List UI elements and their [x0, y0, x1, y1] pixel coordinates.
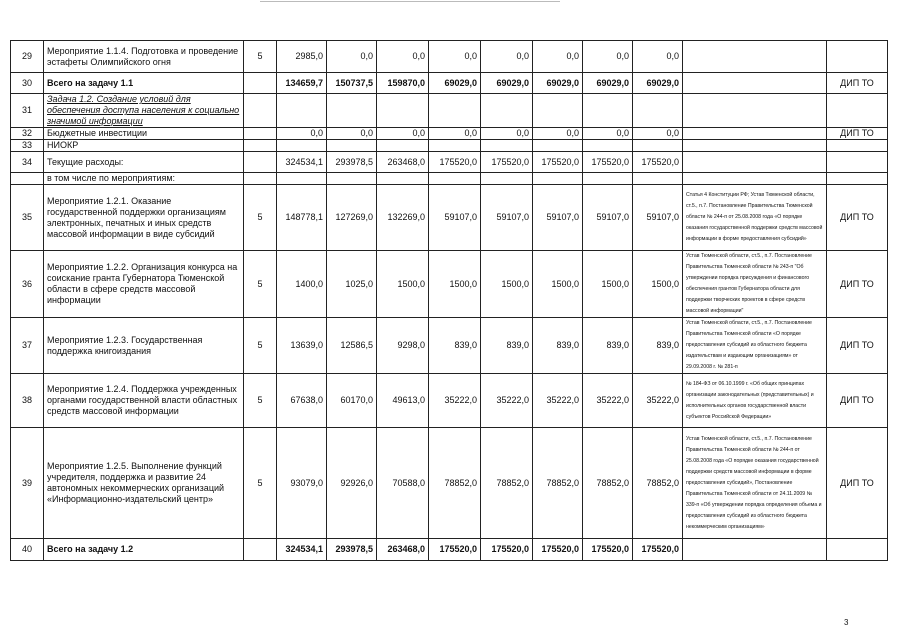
row-code: 5 — [244, 185, 277, 251]
value-cell: 175520,0 — [633, 539, 683, 561]
value-cell: 127269,0 — [327, 185, 377, 251]
value-cell: 35222,0 — [583, 374, 633, 428]
value-cell: 69029,0 — [583, 73, 633, 94]
value-cell: 13639,0 — [277, 318, 327, 374]
value-cell — [533, 173, 583, 185]
row-code — [244, 128, 277, 140]
value-cell: 175520,0 — [583, 539, 633, 561]
row-number: 33 — [11, 140, 44, 152]
value-cell: 839,0 — [429, 318, 481, 374]
responsible: ДИП ТО — [827, 128, 888, 140]
row-name: Бюджетные инвестиции — [44, 128, 244, 140]
table-row — [11, 140, 888, 152]
value-cell: 69029,0 — [533, 73, 583, 94]
value-cell — [533, 140, 583, 152]
row-number: 31 — [11, 94, 44, 128]
value-cell: 263468,0 — [377, 152, 429, 173]
value-cell: 324534,1 — [277, 152, 327, 173]
value-cell: 1025,0 — [327, 251, 377, 318]
value-cell — [429, 94, 481, 128]
value-cell: 78852,0 — [429, 428, 481, 539]
row-code — [244, 539, 277, 561]
value-cell — [583, 140, 633, 152]
value-cell: 0,0 — [583, 41, 633, 73]
value-cell: 69029,0 — [633, 73, 683, 94]
responsible: ДИП ТО — [827, 374, 888, 428]
row-code — [244, 152, 277, 173]
value-cell: 324534,1 — [277, 539, 327, 561]
responsible: ДИП ТО — [827, 318, 888, 374]
value-cell: 0,0 — [327, 128, 377, 140]
row-name: Всего на задачу 1.2 — [44, 539, 244, 561]
value-cell — [377, 173, 429, 185]
value-cell — [583, 173, 633, 185]
value-cell — [533, 94, 583, 128]
table-row — [11, 185, 888, 251]
legal-basis: Статья 4 Конституции РФ; Устав Тюменской области, ст.5., п.7. Постановление Правительства Тюменской области № 244-п от 25.08.2008 года «О порядке оказания государственной поддержки средств массовой информации в форме предоставления субсидий» — [683, 185, 827, 251]
value-cell — [327, 173, 377, 185]
value-cell: 148778,1 — [277, 185, 327, 251]
row-code: 5 — [244, 318, 277, 374]
value-cell: 293978,5 — [327, 539, 377, 561]
value-cell: 35222,0 — [429, 374, 481, 428]
row-code: 5 — [244, 41, 277, 73]
value-cell: 263468,0 — [377, 539, 429, 561]
responsible — [827, 539, 888, 561]
value-cell: 0,0 — [377, 128, 429, 140]
responsible: ДИП ТО — [827, 185, 888, 251]
value-cell — [481, 94, 533, 128]
value-cell: 12586,5 — [327, 318, 377, 374]
table-row — [11, 173, 888, 185]
value-cell: 78852,0 — [481, 428, 533, 539]
value-cell: 35222,0 — [533, 374, 583, 428]
row-number: 30 — [11, 73, 44, 94]
table-row — [11, 318, 888, 374]
row-name: НИОКР — [44, 140, 244, 152]
value-cell: 175520,0 — [429, 152, 481, 173]
value-cell — [277, 140, 327, 152]
value-cell: 59107,0 — [633, 185, 683, 251]
value-cell: 70588,0 — [377, 428, 429, 539]
value-cell — [633, 140, 683, 152]
legal-basis: Устав Тюменской области, ст.5., п.7. Постановление Правительства Тюменской области № 244-п от 25.08.2008 года «О порядке оказания государственной поддержки средств массовой информации в форме предоставления субсидий», Постановление Правительства Тюменской области от 24.11.2009 № 339-п «Об утверждении порядка определения объема и предоставления субсидий из областного бюджета некоммерческим организациям» — [683, 428, 827, 539]
value-cell: 0,0 — [533, 41, 583, 73]
table-row — [11, 41, 888, 73]
value-cell: 0,0 — [429, 41, 481, 73]
row-number: 37 — [11, 318, 44, 374]
row-number — [11, 173, 44, 185]
value-cell: 59107,0 — [429, 185, 481, 251]
value-cell — [327, 94, 377, 128]
value-cell — [327, 140, 377, 152]
value-cell: 0,0 — [633, 128, 683, 140]
responsible: ДИП ТО — [827, 73, 888, 94]
page-number: 3 — [844, 618, 849, 627]
value-cell — [277, 94, 327, 128]
value-cell: 78852,0 — [583, 428, 633, 539]
value-cell: 69029,0 — [481, 73, 533, 94]
value-cell: 839,0 — [583, 318, 633, 374]
row-code: 5 — [244, 374, 277, 428]
value-cell: 0,0 — [533, 128, 583, 140]
legal-basis — [683, 94, 827, 128]
value-cell: 175520,0 — [481, 539, 533, 561]
value-cell: 0,0 — [377, 41, 429, 73]
value-cell: 93079,0 — [277, 428, 327, 539]
legal-basis — [683, 173, 827, 185]
row-code: 5 — [244, 428, 277, 539]
value-cell: 1400,0 — [277, 251, 327, 318]
value-cell: 0,0 — [429, 128, 481, 140]
value-cell — [633, 173, 683, 185]
value-cell: 1500,0 — [633, 251, 683, 318]
value-cell — [583, 94, 633, 128]
table-row — [11, 73, 888, 94]
responsible — [827, 140, 888, 152]
value-cell — [633, 94, 683, 128]
legal-basis — [683, 140, 827, 152]
row-name: Мероприятие 1.2.3. Государственная поддержка книгоиздания — [44, 318, 244, 374]
table-row — [11, 428, 888, 539]
value-cell: 175520,0 — [481, 152, 533, 173]
table-row — [11, 94, 888, 128]
row-name: Мероприятие 1.2.1. Оказание государственной поддержки организациям электронных, печатных и иных средств массовой информации в виде субсидий — [44, 185, 244, 251]
row-name: в том числе по мероприятиям: — [44, 173, 244, 185]
value-cell: 9298,0 — [377, 318, 429, 374]
row-code — [244, 140, 277, 152]
value-cell: 60170,0 — [327, 374, 377, 428]
value-cell — [429, 173, 481, 185]
row-name: Мероприятие 1.2.4. Поддержка учрежденных органами государственной власти областных средств массовой информации — [44, 374, 244, 428]
table-row — [11, 152, 888, 173]
value-cell: 0,0 — [481, 41, 533, 73]
value-cell: 159870,0 — [377, 73, 429, 94]
value-cell: 293978,5 — [327, 152, 377, 173]
value-cell: 1500,0 — [481, 251, 533, 318]
row-name: Мероприятие 1.2.5. Выполнение функций учредителя, поддержка и развитие 24 автономных некоммерческих организаций «Информационно-издательский центр» — [44, 428, 244, 539]
value-cell: 49613,0 — [377, 374, 429, 428]
value-cell: 175520,0 — [429, 539, 481, 561]
value-cell: 67638,0 — [277, 374, 327, 428]
row-number: 36 — [11, 251, 44, 318]
row-number: 34 — [11, 152, 44, 173]
value-cell: 839,0 — [533, 318, 583, 374]
value-cell — [277, 173, 327, 185]
value-cell: 2985,0 — [277, 41, 327, 73]
value-cell: 132269,0 — [377, 185, 429, 251]
row-code — [244, 94, 277, 128]
value-cell: 59107,0 — [533, 185, 583, 251]
row-number: 38 — [11, 374, 44, 428]
value-cell: 92926,0 — [327, 428, 377, 539]
value-cell: 175520,0 — [633, 152, 683, 173]
legal-basis: Устав Тюменской области, ст.5., п.7. Постановление Правительства Тюменской области № 243-п "Об утверждении порядка присуждения и финансового обеспечения грантов Губернатора области для поддержки творческих проектов в сфере средств массовой информации" — [683, 251, 827, 318]
value-cell: 175520,0 — [533, 539, 583, 561]
value-cell: 35222,0 — [481, 374, 533, 428]
value-cell: 839,0 — [633, 318, 683, 374]
legal-basis — [683, 73, 827, 94]
value-cell: 1500,0 — [429, 251, 481, 318]
legal-basis: № 184-ФЗ от 06.10.1999 г. «Об общих принципах организации законодательных (представительных) и исполнительных органов государственной власти субъектов Российской Федерации» — [683, 374, 827, 428]
value-cell: 0,0 — [277, 128, 327, 140]
value-cell — [429, 140, 481, 152]
value-cell: 0,0 — [327, 41, 377, 73]
value-cell: 78852,0 — [633, 428, 683, 539]
table-row — [11, 374, 888, 428]
value-cell: 175520,0 — [533, 152, 583, 173]
value-cell: 59107,0 — [481, 185, 533, 251]
row-name: Мероприятие 1.1.4. Подготовка и проведение эстафеты Олимпийского огня — [44, 41, 244, 73]
value-cell: 0,0 — [633, 41, 683, 73]
value-cell: 175520,0 — [583, 152, 633, 173]
value-cell: 1500,0 — [377, 251, 429, 318]
row-name: Всего на задачу 1.1 — [44, 73, 244, 94]
value-cell: 134659,7 — [277, 73, 327, 94]
responsible — [827, 152, 888, 173]
responsible: ДИП ТО — [827, 251, 888, 318]
value-cell — [481, 173, 533, 185]
row-number: 40 — [11, 539, 44, 561]
value-cell — [377, 94, 429, 128]
row-number: 35 — [11, 185, 44, 251]
responsible: ДИП ТО — [827, 428, 888, 539]
legal-basis — [683, 152, 827, 173]
budget-table — [10, 40, 888, 561]
row-code — [244, 73, 277, 94]
value-cell: 150737,5 — [327, 73, 377, 94]
value-cell: 78852,0 — [533, 428, 583, 539]
value-cell: 35222,0 — [633, 374, 683, 428]
value-cell: 59107,0 — [583, 185, 633, 251]
row-name: Задача 1.2. Создание условий для обеспечения доступа населения к социально значимой информации — [44, 94, 244, 128]
row-code — [244, 173, 277, 185]
table-row — [11, 128, 888, 140]
value-cell — [481, 140, 533, 152]
responsible — [827, 41, 888, 73]
legal-basis: Устав Тюменской области, ст.5., п.7. Постановление Правительства Тюменской области «О порядке предоставления субсидий из областного бюджета издательствам и издающим организациям» от 29.09.2008 г. № 281-п — [683, 318, 827, 374]
table-row — [11, 539, 888, 561]
row-name: Мероприятие 1.2.2. Организация конкурса на соискание гранта Губернатора Тюменской области в сфере средств массовой информации — [44, 251, 244, 318]
value-cell: 0,0 — [583, 128, 633, 140]
legal-basis — [683, 41, 827, 73]
responsible — [827, 94, 888, 128]
legal-basis — [683, 128, 827, 140]
value-cell: 1500,0 — [533, 251, 583, 318]
legal-basis — [683, 539, 827, 561]
row-name: Текущие расходы: — [44, 152, 244, 173]
value-cell: 0,0 — [481, 128, 533, 140]
responsible — [827, 173, 888, 185]
row-code: 5 — [244, 251, 277, 318]
value-cell — [377, 140, 429, 152]
row-number: 29 — [11, 41, 44, 73]
value-cell: 839,0 — [481, 318, 533, 374]
value-cell: 1500,0 — [583, 251, 633, 318]
row-number: 39 — [11, 428, 44, 539]
top-edge-line — [260, 1, 560, 2]
row-number: 32 — [11, 128, 44, 140]
value-cell: 69029,0 — [429, 73, 481, 94]
table-row — [11, 251, 888, 318]
